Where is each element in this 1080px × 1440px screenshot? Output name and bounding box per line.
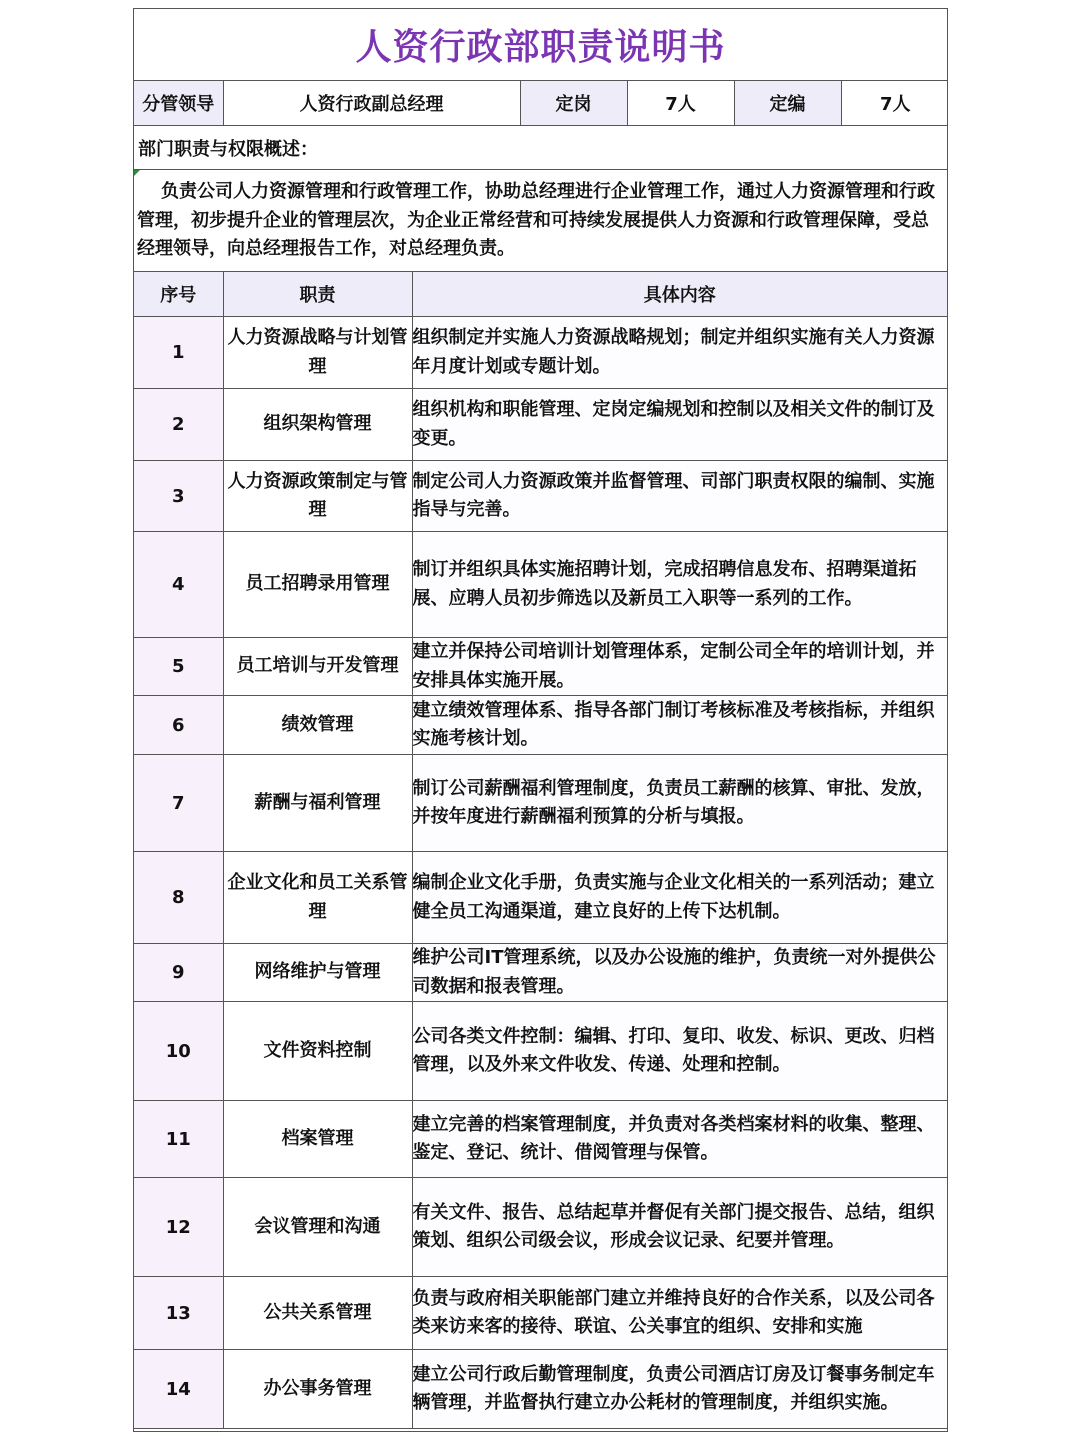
row-content: 建立公司行政后勤管理制度，负责公司酒店订房及订餐事务制定车辆管理，并监督执行建立办公耗材的管理制度，并组织实施。 xyxy=(412,1350,947,1429)
table-row xyxy=(134,532,947,638)
table-row xyxy=(134,696,947,755)
row-duty: 人力资源战略与计划管理 xyxy=(223,317,412,389)
meta-table xyxy=(134,81,948,126)
table-row xyxy=(134,1101,947,1178)
row-num: 3 xyxy=(134,461,223,532)
leader-label: 分管领导 xyxy=(134,81,223,126)
row-num: 12 xyxy=(134,1178,223,1277)
row-content: 建立完善的档案管理制度，并负责对各类档案材料的收集、整理、鉴定、登记、统计、借阅管理与保管。 xyxy=(412,1101,947,1178)
row-num: 9 xyxy=(134,944,223,1002)
row-num: 11 xyxy=(134,1101,223,1178)
table-row xyxy=(134,944,947,1002)
row-duty: 员工培训与开发管理 xyxy=(223,638,412,696)
table-row xyxy=(134,638,947,696)
row-content: 组织机构和职能管理、定岗定编规划和控制以及相关文件的制订及变更。 xyxy=(412,389,947,461)
table-row xyxy=(134,461,947,532)
row-duty: 档案管理 xyxy=(223,1101,412,1178)
table-row xyxy=(134,1350,947,1429)
row-num: 6 xyxy=(134,696,223,755)
row-content: 制订并组织具体实施招聘计划，完成招聘信息发布、招聘渠道拓展、应聘人员初步筛选以及新员工入职等一系列的工作。 xyxy=(412,532,947,638)
table-row xyxy=(134,1277,947,1350)
row-content: 负责与政府相关职能部门建立并维持良好的合作关系，以及公司各类来访来客的接待、联谊、公关事宜的组织、安排和实施 xyxy=(412,1277,947,1350)
table-row xyxy=(134,852,947,944)
table-row xyxy=(134,1178,947,1277)
row-content: 公司各类文件控制：编辑、打印、复印、收发、标识、更改、归档管理，以及外来文件收发、传递、处理和控制。 xyxy=(412,1002,947,1101)
table-row xyxy=(134,1002,947,1101)
leader-value: 人资行政副总经理 xyxy=(223,81,520,126)
row-duty: 文件资料控制 xyxy=(223,1002,412,1101)
row-duty: 办公事务管理 xyxy=(223,1350,412,1429)
post-value: 7人 xyxy=(627,81,734,126)
overview-label: 部门职责与权限概述： xyxy=(134,126,947,170)
header-duty: 职责 xyxy=(223,272,412,317)
row-content: 建立绩效管理体系、指导各部门制订考核标准及考核指标，并组织实施考核计划。 xyxy=(412,696,947,755)
table-row xyxy=(134,755,947,852)
row-duty: 组织架构管理 xyxy=(223,389,412,461)
table-row xyxy=(134,389,947,461)
row-num: 4 xyxy=(134,532,223,638)
row-duty: 企业文化和员工关系管理 xyxy=(223,852,412,944)
row-num: 1 xyxy=(134,317,223,389)
row-content: 组织制定并实施人力资源战略规划；制定并组织实施有关人力资源年月度计划或专题计划。 xyxy=(412,317,947,389)
row-duty: 网络维护与管理 xyxy=(223,944,412,1002)
row-content: 建立并保持公司培训计划管理体系，定制公司全年的培训计划，并安排具体实施开展。 xyxy=(412,638,947,696)
header-row xyxy=(134,272,947,317)
row-num: 5 xyxy=(134,638,223,696)
cell-marker-icon xyxy=(134,170,140,176)
row-duty: 人力资源政策制定与管理 xyxy=(223,461,412,532)
staff-value: 7人 xyxy=(841,81,948,126)
row-duty: 员工招聘录用管理 xyxy=(223,532,412,638)
row-num: 8 xyxy=(134,852,223,944)
row-content: 制订公司薪酬福利管理制度，负责员工薪酬的核算、审批、发放，并按年度进行薪酬福利预算的分析与填报。 xyxy=(412,755,947,852)
header-content: 具体内容 xyxy=(412,272,947,317)
responsibility-sheet xyxy=(133,8,948,1432)
page-title: 人资行政部职责说明书 xyxy=(134,9,947,81)
overview-text xyxy=(134,170,947,272)
row-num: 10 xyxy=(134,1002,223,1101)
header-num: 序号 xyxy=(134,272,223,317)
row-duty: 薪酬与福利管理 xyxy=(223,755,412,852)
row-content: 制定公司人力资源政策并监督管理、司部门职责权限的编制、实施指导与完善。 xyxy=(412,461,947,532)
meta-row xyxy=(134,81,948,126)
row-content: 编制企业文化手册，负责实施与企业文化相关的一系列活动；建立健全员工沟通渠道，建立良好的上传下达机制。 xyxy=(412,852,947,944)
duties-table xyxy=(134,272,947,1429)
overview-body: 负责公司人力资源管理和行政管理工作，协助总经理进行企业管理工作，通过人力资源管理和行政管理，初步提升企业的管理层次，为企业正常经营和可持续发展提供人力资源和行政管理保障，受总经理领导，向总经理报告工作，对总经理负责。 xyxy=(137,181,935,259)
post-label: 定岗 xyxy=(520,81,627,126)
row-num: 13 xyxy=(134,1277,223,1350)
table-row xyxy=(134,317,947,389)
row-duty: 绩效管理 xyxy=(223,696,412,755)
row-num: 14 xyxy=(134,1350,223,1429)
row-num: 7 xyxy=(134,755,223,852)
row-duty: 会议管理和沟通 xyxy=(223,1178,412,1277)
row-content: 有关文件、报告、总结起草并督促有关部门提交报告、总结，组织策划、组织公司级会议，形成会议记录、纪要并管理。 xyxy=(412,1178,947,1277)
row-num: 2 xyxy=(134,389,223,461)
staff-label: 定编 xyxy=(734,81,841,126)
row-duty: 公共关系管理 xyxy=(223,1277,412,1350)
row-content: 维护公司IT管理系统，以及办公设施的维护，负责统一对外提供公司数据和报表管理。 xyxy=(412,944,947,1002)
